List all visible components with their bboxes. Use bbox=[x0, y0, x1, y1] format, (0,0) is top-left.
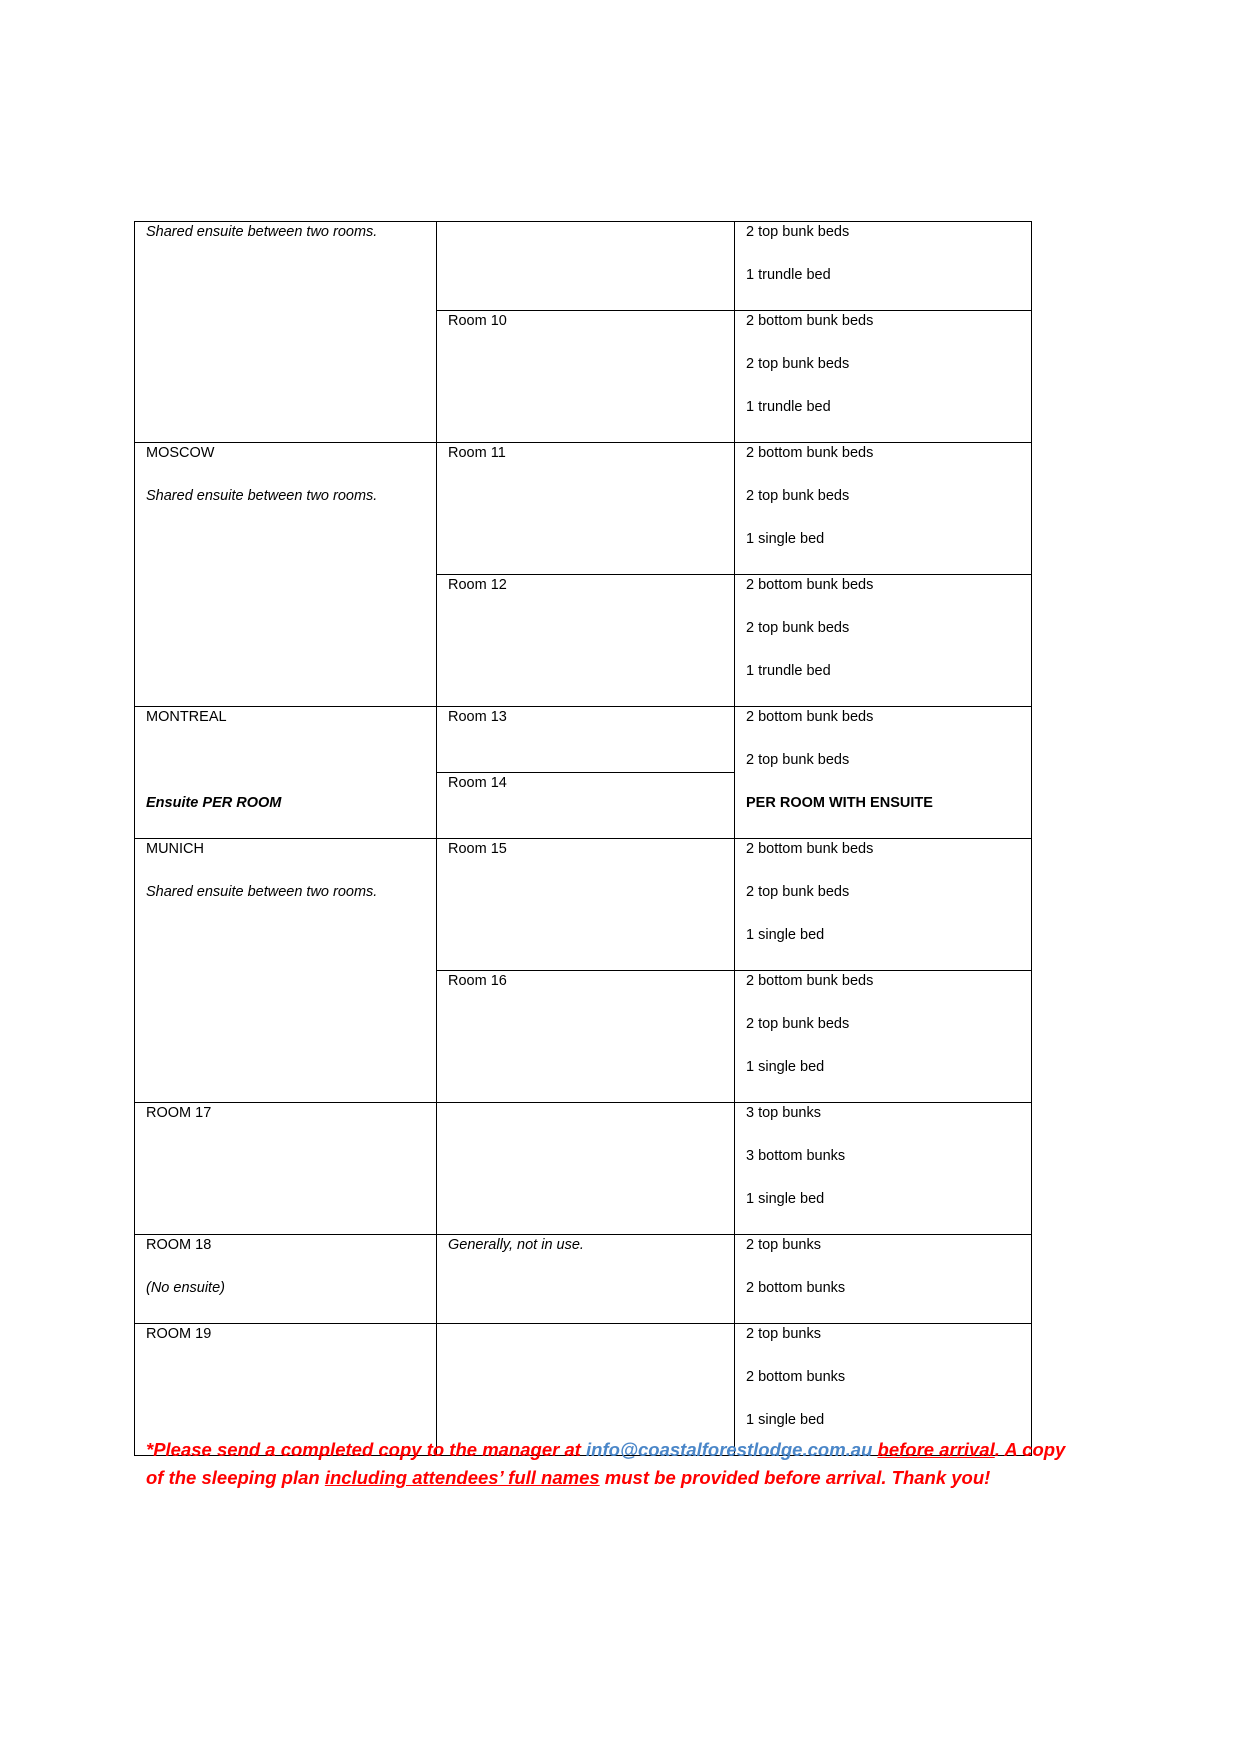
table-row bbox=[135, 707, 1032, 773]
beds-cell: 2 top bunk beds 1 trundle bed bbox=[735, 222, 1032, 311]
block-cell bbox=[135, 707, 437, 839]
usage-note: Generally, not in use. bbox=[448, 1237, 584, 1253]
beds-cell: 2 bottom bunk beds 2 top bunk beds 1 trundle bed bbox=[735, 311, 1032, 443]
block-cell bbox=[135, 443, 437, 707]
room-cell: Room 11 bbox=[437, 443, 735, 575]
room-cell bbox=[437, 1235, 735, 1324]
block-cell bbox=[135, 1103, 437, 1235]
sleeping-plan-table bbox=[134, 221, 1032, 1456]
ensuite-note: (No ensuite) bbox=[146, 1280, 225, 1296]
room-cell: Room 16 bbox=[437, 971, 735, 1103]
block-name: MUNICH bbox=[146, 841, 204, 857]
block-cell bbox=[135, 222, 437, 443]
full-names-text: including attendees’ full names bbox=[324, 1467, 600, 1488]
table-row bbox=[135, 839, 1032, 971]
room-cell: Room 13 bbox=[437, 707, 735, 773]
room-cell: Room 14 bbox=[437, 773, 735, 839]
block-cell bbox=[135, 839, 437, 1103]
beds-cell: 2 bottom bunk beds 2 top bunk beds 1 single bed bbox=[735, 443, 1032, 575]
ensuite-note: Shared ensuite between two rooms. bbox=[146, 488, 378, 504]
beds-cell: 2 bottom bunk beds 2 top bunk beds 1 single bed bbox=[735, 839, 1032, 971]
beds-cell: 2 bottom bunk beds 2 top bunk beds PER ROOM WITH ENSUITE bbox=[735, 707, 1032, 839]
block-name: ROOM 18 bbox=[146, 1237, 212, 1253]
beds-cell: 3 top bunks 3 bottom bunks 1 single bed bbox=[735, 1103, 1032, 1235]
beds-cell: 2 bottom bunk beds 2 top bunk beds 1 single bed bbox=[735, 971, 1032, 1103]
beds-cell: 2 top bunks 2 bottom bunks 1 single bed bbox=[735, 1324, 1032, 1456]
before-arrival-text: before arrival bbox=[877, 1439, 995, 1460]
table-row bbox=[135, 1235, 1032, 1324]
block-cell bbox=[135, 1235, 437, 1324]
ensuite-note: Shared ensuite between two rooms. bbox=[146, 224, 378, 240]
room-cell bbox=[437, 222, 735, 311]
room-cell: Room 12 bbox=[437, 575, 735, 707]
room-cell: Room 10 bbox=[437, 311, 735, 443]
arrival-notice: *Please send a completed copy to the manager at info@coastalforestlodge.com.au before arrival. A copy of the sleeping plan including attendees’ full names must be provided before arrival. Thank you! bbox=[146, 1439, 1066, 1488]
block-name: MONTREAL bbox=[146, 709, 227, 725]
ensuite-note: Shared ensuite between two rooms. bbox=[146, 884, 378, 900]
room-cell bbox=[437, 1103, 735, 1235]
manager-email-link[interactable]: info@coastalforestlodge.com.au bbox=[586, 1439, 873, 1460]
table-row bbox=[135, 222, 1032, 311]
beds-cell: 2 top bunks 2 bottom bunks bbox=[735, 1235, 1032, 1324]
block-name: ROOM 19 bbox=[146, 1326, 212, 1342]
table-row bbox=[135, 443, 1032, 575]
table-row bbox=[135, 1103, 1032, 1235]
block-name: MOSCOW bbox=[146, 445, 215, 461]
beds-cell: 2 bottom bunk beds 2 top bunk beds 1 trundle bed bbox=[735, 575, 1032, 707]
room-cell: Room 15 bbox=[437, 839, 735, 971]
ensuite-note: Ensuite PER ROOM bbox=[146, 795, 282, 811]
block-name: ROOM 17 bbox=[146, 1105, 212, 1121]
